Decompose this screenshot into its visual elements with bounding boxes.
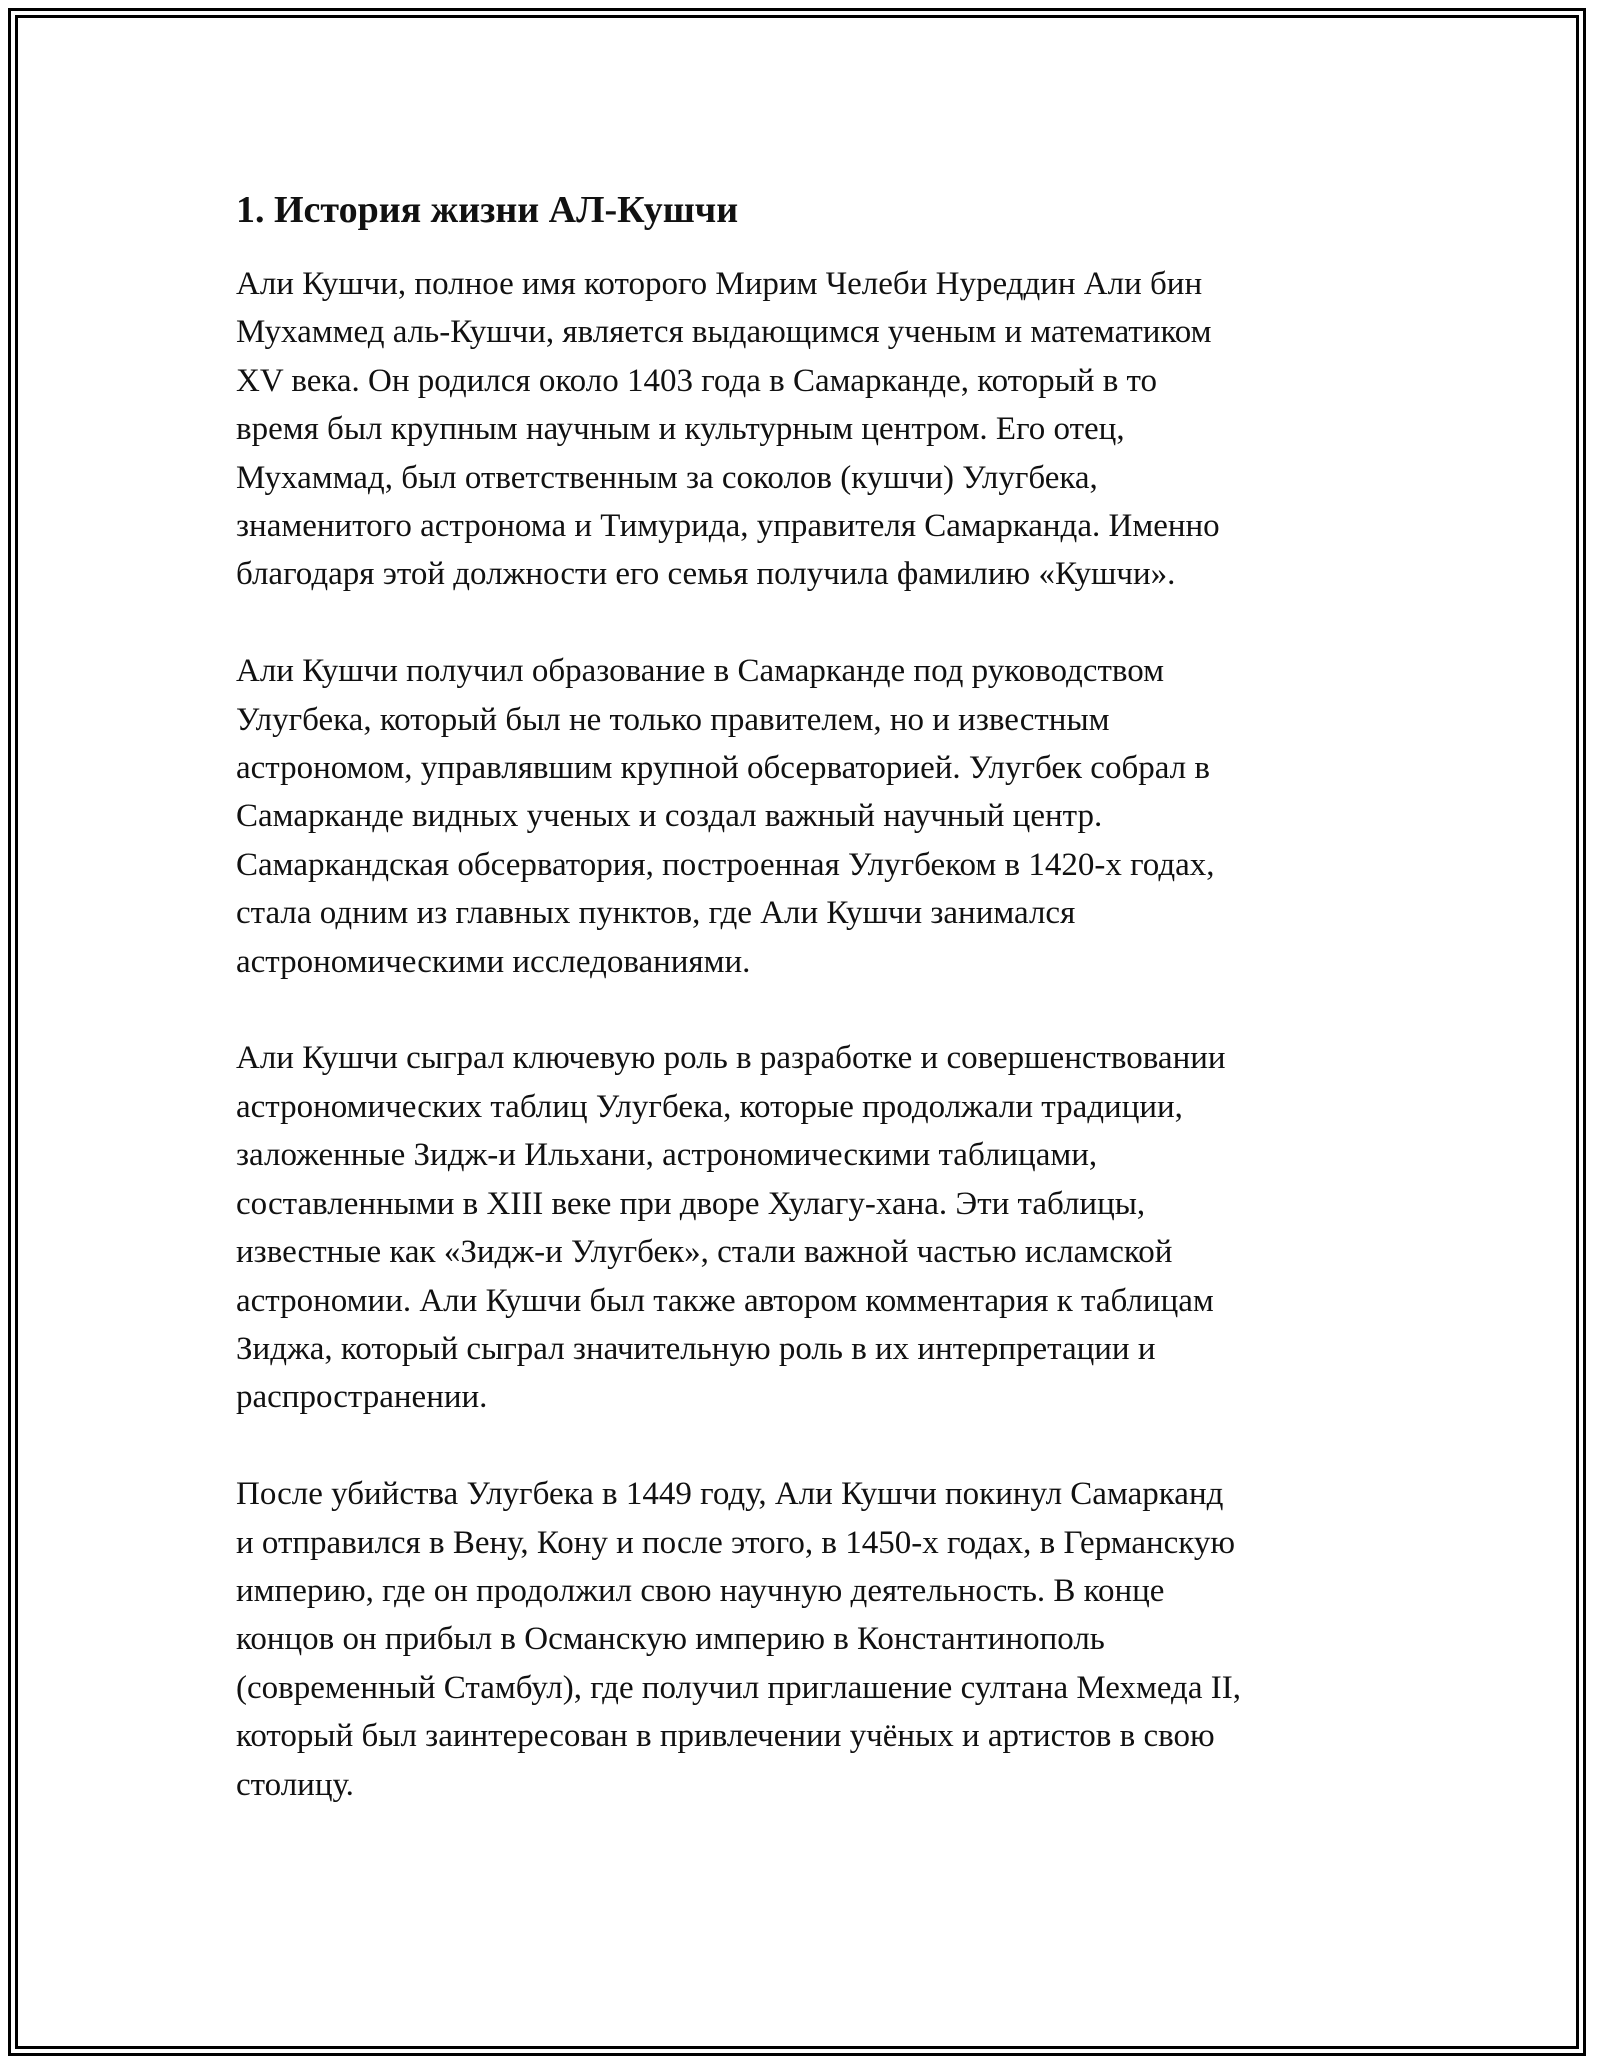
body-paragraph <box>236 1034 1376 1421</box>
paragraph-line: XV века. Он родился около 1403 года в Самарканде, который в то <box>236 362 1158 399</box>
paragraph-line: астрономом, управлявшим крупной обсерваторией. Улугбек собрал в <box>236 750 1210 787</box>
paragraph-line: (современный Стамбул), где получил приглашение султана Мехмеда II, <box>236 1669 1241 1706</box>
paragraph-line: благодаря этой должности его семья получила фамилию «Кушчи». <box>236 556 1176 593</box>
paragraph-line: известные как «Зидж-и Улугбек», стали важной частью исламской <box>236 1234 1173 1271</box>
paragraph-line: Мухаммад, был ответственным за соколов (кушчи) Улугбека, <box>236 459 1098 496</box>
paragraph-line: концов он прибыл в Османскую империю в Константинополь <box>236 1621 1105 1658</box>
paragraph-line: астрономических таблиц Улугбека, которые продолжали традиции, <box>236 1088 1183 1125</box>
paragraph-line: Мухаммед аль-Кушчи, является выдающимся ученым и математиком <box>236 314 1212 351</box>
paragraph-line: Улугбека, который был не только правителем, но и известным <box>236 701 1110 738</box>
paragraph-line: составленными в XIII веке при дворе Хулагу-хана. Эти таблицы, <box>236 1185 1146 1222</box>
paragraph-line: астрономическими исследованиями. <box>236 943 751 980</box>
paragraph-line: стала одним из главных пунктов, где Али Кушчи занимался <box>236 895 1076 932</box>
paragraph-line: Али Кушчи сыграл ключевую роль в разработке и совершенствовании <box>236 1040 1226 1077</box>
paragraph-line: Зиджа, который сыграл значительную роль в их интерпретации и <box>236 1330 1156 1367</box>
body-paragraph <box>236 260 1376 599</box>
paragraph-line: астрономии. Али Кушчи был также автором комментария к таблицам <box>236 1282 1214 1319</box>
paragraph-line: империю, где он продолжил свою научную деятельность. В конце <box>236 1572 1165 1609</box>
document-body <box>236 186 1376 1857</box>
paragraph-line: После убийства Улугбека в 1449 году, Али Кушчи покинул Самарканд <box>236 1476 1224 1513</box>
paragraph-line: Самаркандская обсерватория, построенная Улугбеком в 1420-х годах, <box>236 846 1215 883</box>
paragraph-line: который был заинтересован в привлечении учёных и артистов в свою <box>236 1718 1215 1755</box>
body-paragraph <box>236 647 1376 986</box>
paragraph-line: Самарканде видных ученых и создал важный научный центр. <box>236 798 1103 835</box>
body-paragraph <box>236 1470 1376 1809</box>
paragraph-line: Али Кушчи, полное имя которого Мирим Челеби Нуреддин Али бин <box>236 266 1203 302</box>
paragraph-line: время был крупным научным и культурным центром. Его отец, <box>236 411 1125 448</box>
paragraph-line: столицу. <box>236 1766 354 1803</box>
paragraph-line: и отправился в Вену, Кону и после этого, в 1450-х годах, в Германскую <box>236 1524 1236 1561</box>
paragraph-line: Али Кушчи получил образование в Самарканде под руководством <box>236 653 1164 690</box>
paragraph-line: распространении. <box>236 1379 488 1416</box>
section-heading: 1. История жизни АЛ-Кушчи <box>236 189 739 231</box>
paragraphs-container <box>236 260 1376 1809</box>
paragraph-line: знаменитого астронома и Тимурида, управителя Самарканда. Именно <box>236 508 1220 545</box>
paragraph-line: заложенные Зидж-и Ильхани, астрономическими таблицами, <box>236 1137 1098 1174</box>
